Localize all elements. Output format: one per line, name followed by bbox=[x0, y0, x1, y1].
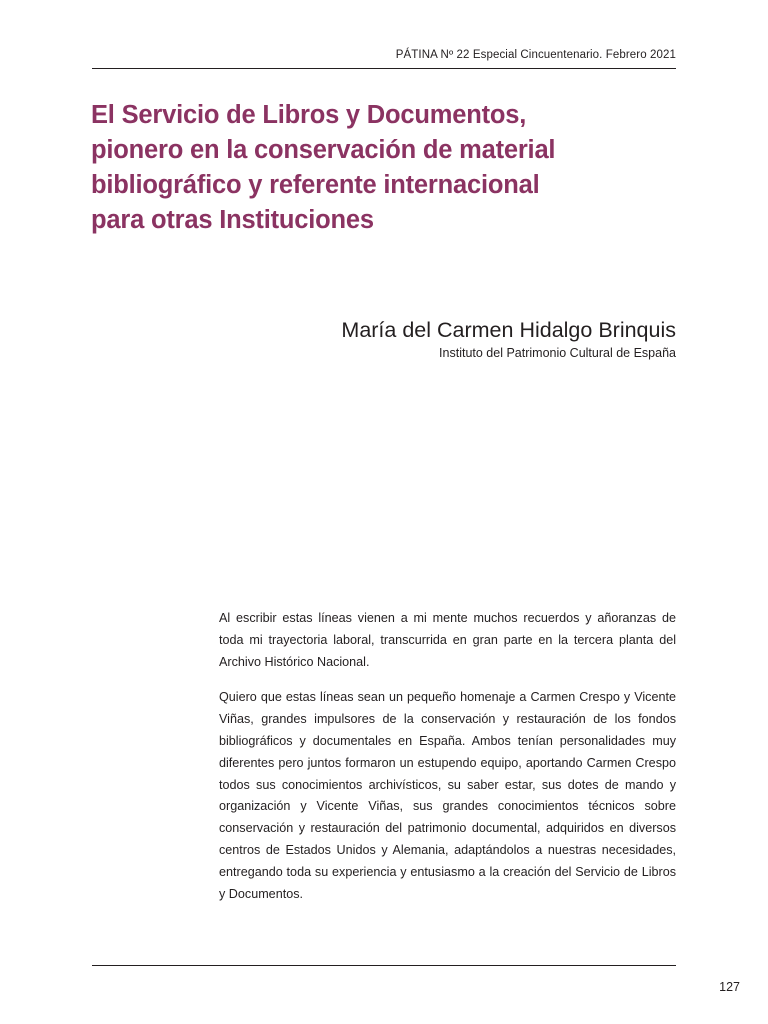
article-body bbox=[219, 608, 676, 919]
author-name: María del Carmen Hidalgo Brinquis bbox=[341, 318, 676, 342]
header-divider bbox=[92, 68, 676, 69]
article-title-line: bibliográfico y referente internacional bbox=[91, 171, 540, 199]
article-title bbox=[91, 98, 691, 238]
author-affiliation: Instituto del Patrimonio Cultural de España bbox=[439, 346, 676, 360]
running-header: PÁTINA Nº 22 Especial Cincuentenario. Febrero 2021 bbox=[395, 49, 676, 61]
footer-divider bbox=[92, 965, 676, 966]
article-title-line: pionero en la conservación de material bbox=[91, 136, 556, 164]
article-title-line: para otras Instituciones bbox=[91, 206, 374, 234]
article-title-line: El Servicio de Libros y Documentos, bbox=[91, 101, 527, 129]
page-number: 127 bbox=[719, 980, 740, 994]
body-paragraph: Quiero que estas líneas sean un pequeño homenaje a Carmen Crespo y Vicente Viñas, grandes impulsores de la conservación y restauración de los fondos bibliográficos y documentales en España. Ambos tenían personalidades muy diferentes pero juntos formaron un estupendo equipo, aportando Carmen Crespo todos sus conocimientos archivísticos, su saber estar, sus dotes de mando y organización y Vicente Viñas, sus grandes conocimientos técnicos sobre conservación y restauración del patrimonio documental, adquiridos en diversos centros de Estados Unidos y Alemania, adaptándolos a nuestras necesidades, entregando toda su experiencia y entusiasmo a la creación del Servicio de Libros y Documentos. bbox=[219, 690, 676, 901]
body-paragraph: Al escribir estas líneas vienen a mi mente muchos recuerdos y añoranzas de toda mi trayectoria laboral, transcurrida en gran parte en la tercera planta del Archivo Histórico Nacional. bbox=[219, 611, 676, 669]
